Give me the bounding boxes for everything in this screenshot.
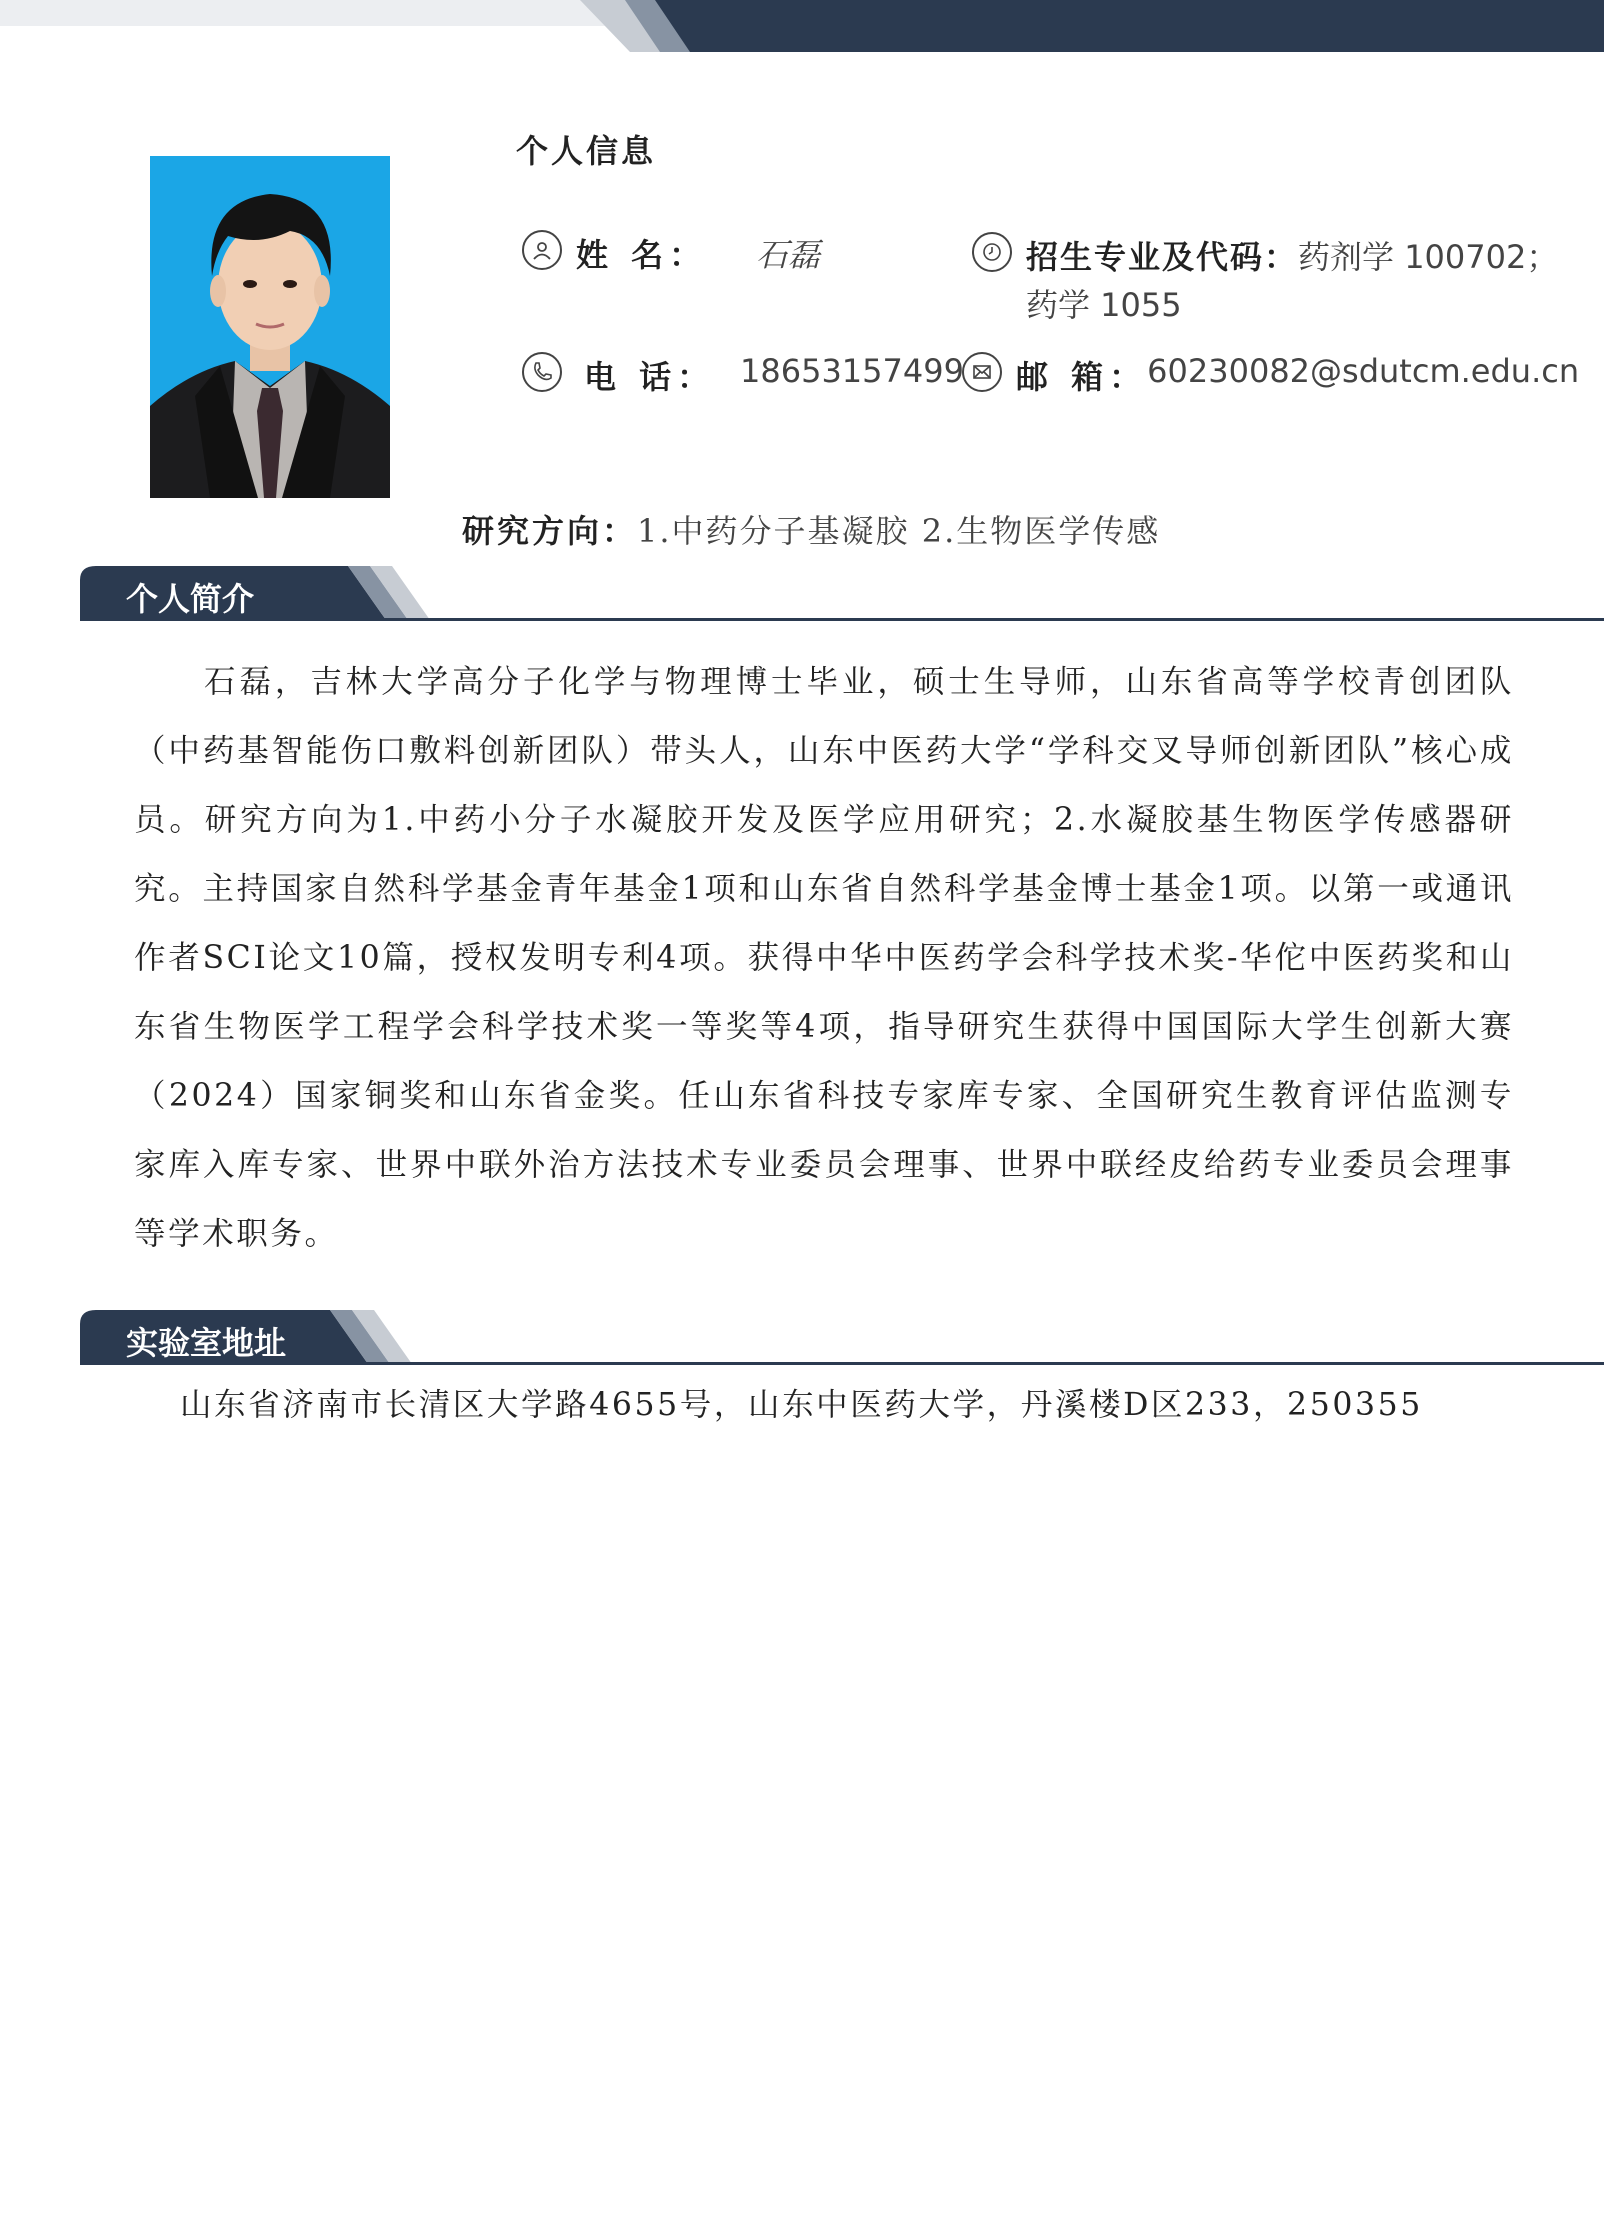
phone-row — [522, 352, 964, 398]
clock-icon — [972, 232, 1012, 272]
name-value: 石磊 — [756, 236, 821, 274]
major-value-line1: 药剂学 100702； — [1298, 238, 1559, 276]
phone-label: 电 话： — [584, 358, 716, 396]
research-value: 1.中药分子基凝胶 2.生物医学传感 — [637, 512, 1161, 550]
top-decorative-bar — [0, 0, 1604, 52]
name-label: 姓 名： — [576, 236, 708, 274]
lab-address: 山东省济南市长清区大学路4655号，山东中医药大学，丹溪楼D区233，250355 — [180, 1387, 1423, 1423]
intro-heading: 个人简介 — [126, 580, 255, 618]
phone-icon — [522, 352, 562, 392]
lab-section-header — [80, 1310, 1604, 1370]
profile-photo — [150, 156, 390, 498]
name-row — [522, 230, 820, 276]
intro-text: 石磊，吉林大学高分子化学与物理博士毕业，硕士生导师，山东省高等学校青创团队（中药基智能伤口敷料创新团队）带头人，山东中医药大学“学科交叉导师创新团队”核心成员。研究方向为1.中药小分子水凝胶开发及医学应用研究；2.水凝胶基生物医学传感器研究。主持国家自然科学基金青年基金1项和山东省自然科学基金博士基金1项。以第一或通讯作者SCI论文10篇，授权发明专利4项。获得中华中医药学会科学技术奖-华佗中医药奖和山东省生物医学工程学会科学技术奖一等奖等4项，指导研究生获得中国国际大学生创新大赛（2024）国家铜奖和山东省金奖。任山东省科技专家库专家、全国研究生教育评估监测专家库入库专家、世界中联外治方法技术专业委员会理事、世界中联经皮给药专业委员会理事等学术职务。 — [134, 664, 1514, 1252]
user-icon — [522, 230, 562, 270]
mail-icon — [962, 352, 1002, 392]
personal-info-title: 个人信息 — [516, 132, 657, 170]
intro-section-header — [80, 566, 1604, 626]
phone-value: 18653157499 — [740, 352, 964, 390]
email-label: 邮 箱： — [1016, 358, 1148, 396]
major-label: 招生专业及代码： — [1026, 238, 1299, 276]
email-value: 60230082@sdutcm.edu.cn — [1147, 352, 1580, 390]
major-value-line2: 药学 1055 — [1026, 286, 1182, 324]
major-row — [972, 232, 1558, 326]
lab-heading: 实验室地址 — [126, 1324, 287, 1362]
research-direction — [462, 506, 1160, 552]
email-row — [962, 352, 1579, 398]
research-label: 研究方向： — [462, 512, 638, 550]
